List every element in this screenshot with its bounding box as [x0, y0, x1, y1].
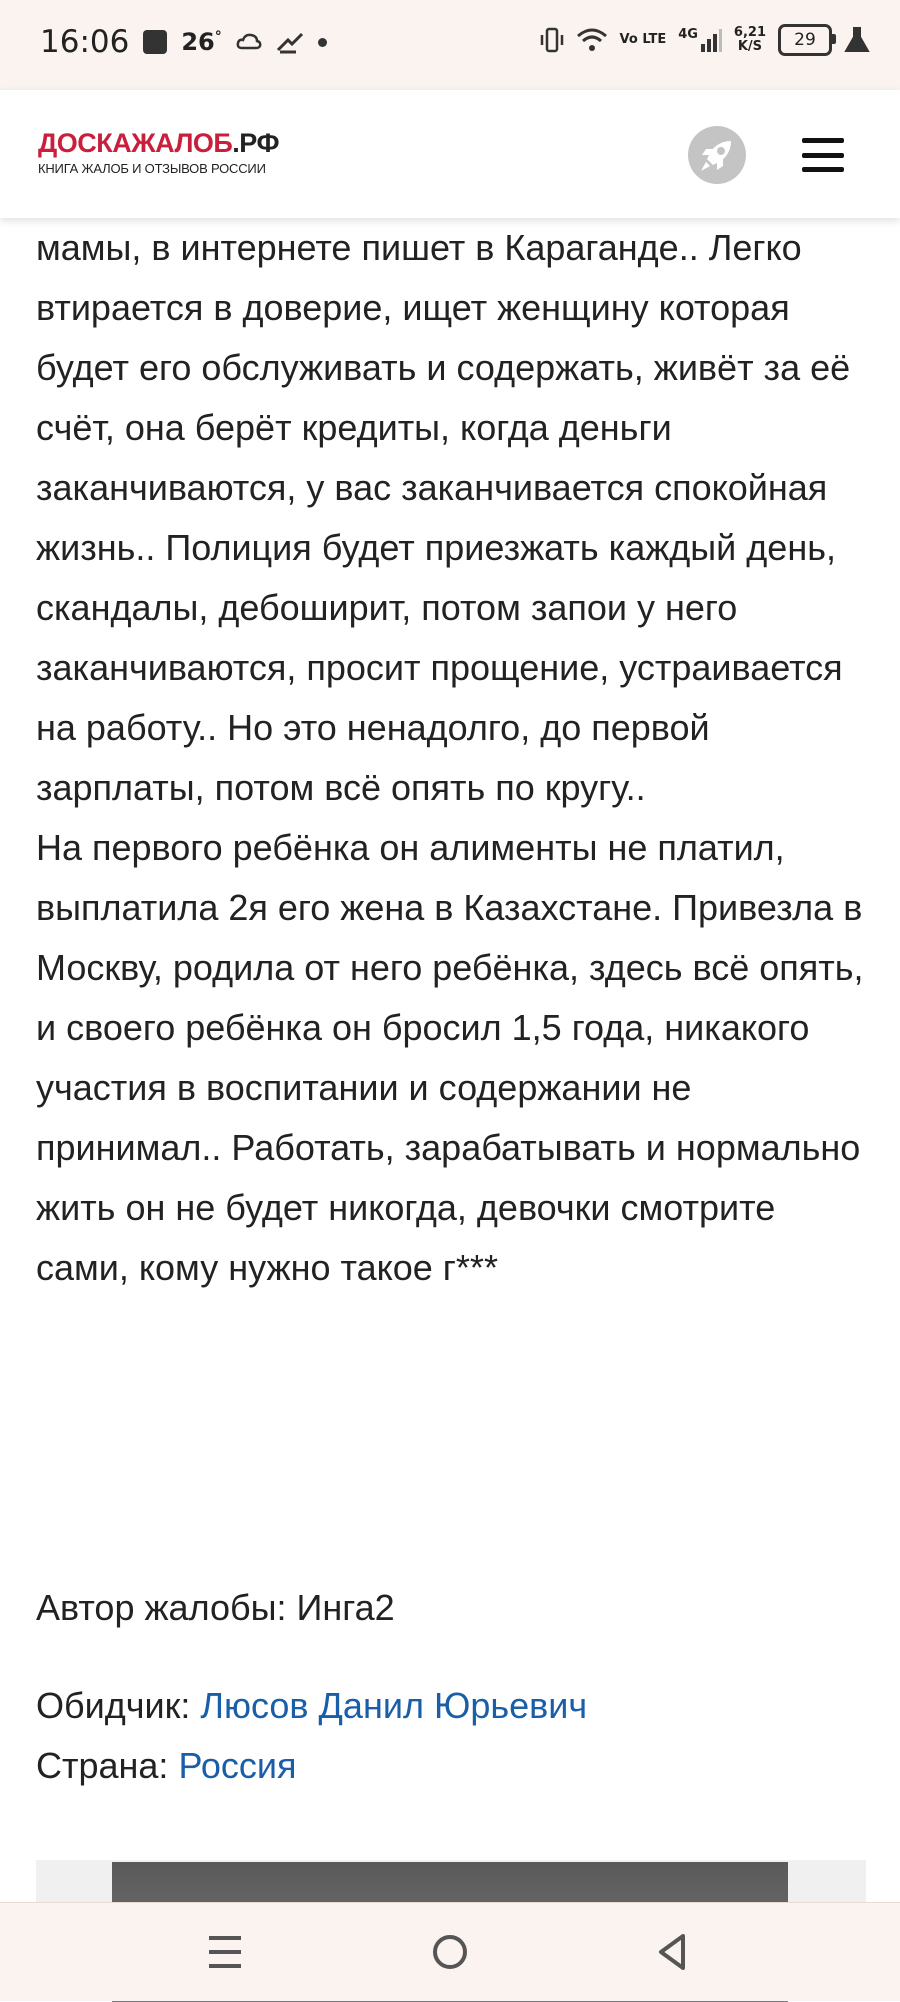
wifi-icon [576, 27, 608, 53]
home-button[interactable] [425, 1929, 475, 1975]
network-type: 4G [678, 27, 698, 42]
complaint-paragraph: мамы, в интернете пишет в Караганде.. Легко втирается в доверие, ищет женщину которая будет его обслуживать и содержать, живёт за её счёт, она берёт кредиты, когда деньги заканчиваются, у вас заканчивается спокойная жизнь.. Полиция будет приезжать каждый день, скандалы, дебоширит, потом запои у него заканчиваются, просит прощение, устраивается на работу.. Но это ненадолго, до первой зарплаты, потом всё опять по кругу.. [36, 227, 851, 808]
site-logo[interactable] [38, 128, 279, 176]
status-time: 16:06 [40, 24, 130, 60]
rocket-icon [697, 135, 737, 175]
country-label: Страна: [36, 1745, 169, 1786]
vibrate-icon [540, 26, 564, 54]
notification-app-icon [143, 30, 167, 54]
offender-link[interactable]: Люсов Данил Юрьевич [200, 1685, 588, 1726]
battery-level: 29 [794, 30, 816, 50]
home-icon [430, 1932, 470, 1972]
logo-title [38, 128, 279, 159]
site-header [0, 90, 900, 218]
volte-indicator: Vo LTE [619, 32, 667, 47]
system-nav-bar [0, 1902, 900, 2001]
hamburger-menu-button[interactable] [802, 138, 844, 172]
author-line: Автор жалобы: Инга2 [36, 1587, 395, 1628]
signal-bars-icon [700, 28, 722, 52]
status-left [40, 24, 327, 60]
back-button[interactable] [648, 1929, 698, 1975]
status-bar [0, 0, 900, 90]
gesture-icon [276, 30, 304, 54]
status-right [540, 24, 870, 56]
more-notifications-dot [318, 38, 327, 47]
flask-icon [844, 26, 870, 54]
complaint-paragraph: На первого ребёнка он алименты не платил, выплатила 2я его жена в Казахстане. Привезла в Москву, родила от него ребёнка, здесь всё опять, и своего ребёнка он бросил 1,5 года, никакого участия в воспитании и содержании не принимал.. Работать, зарабатывать и нормально жить он не будет никогда, девочки смотрите сами, кому нужно такое г*** [36, 827, 864, 1288]
rocket-button[interactable] [688, 126, 746, 184]
speed-unit: K/S [737, 39, 763, 54]
network-speed [734, 26, 766, 54]
recent-apps-icon [205, 1933, 245, 1971]
back-icon [653, 1932, 693, 1972]
cloud-icon [236, 30, 262, 54]
country-line [36, 1736, 297, 1796]
logo-main-text: ДОСКАЖАЛОБ [38, 128, 233, 158]
menu-line [802, 138, 844, 143]
weather-temperature: 26° [181, 28, 222, 56]
temperature-value: 26 [181, 28, 215, 56]
signal-indicator [678, 28, 722, 52]
offender-line [36, 1676, 587, 1736]
country-link[interactable]: Россия [178, 1745, 297, 1786]
logo-domain-text: .РФ [232, 128, 279, 158]
complaint-text [36, 218, 866, 1298]
speed-value: 6,21 [733, 25, 766, 40]
offender-label: Обидчик: [36, 1685, 191, 1726]
recent-apps-button[interactable] [200, 1929, 250, 1975]
menu-line [802, 167, 844, 172]
battery-indicator [778, 24, 832, 56]
logo-subtitle: КНИГА ЖАЛОБ И ОТЗЫВОВ РОССИИ [38, 161, 266, 176]
menu-line [802, 153, 844, 158]
